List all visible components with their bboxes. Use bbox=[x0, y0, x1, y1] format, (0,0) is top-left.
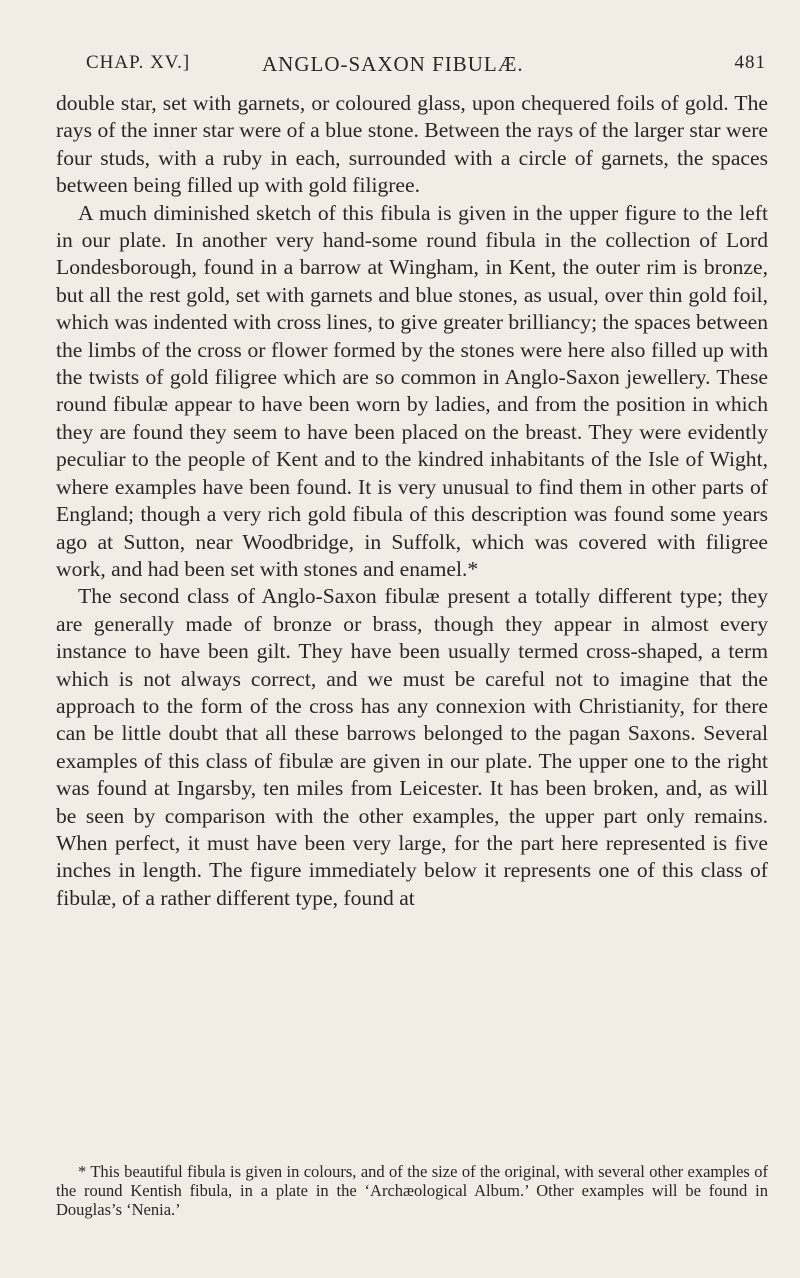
body-text bbox=[56, 90, 768, 912]
page-number: 481 bbox=[734, 52, 766, 73]
paragraph: A much diminished sketch of this fibula is given in the upper figure to the left in our plate. In another very hand-some round fibula in the collection of Lord Londesborough, found in a barrow at Wingham, in Kent, the outer rim is bronze, but all the rest gold, set with garnets and blue stones, as usual, over thin gold foil, which was indented with cross lines, to give greater brilliancy; the spaces between the limbs of the cross or flower formed by the stones were here also filled up with the twists of gold filigree which are so common in Anglo-Saxon jewellery. These round fibulæ appear to have been worn by ladies, and from the position in which they are found they seem to have been placed on the breast. They were evidently peculiar to the people of Kent and to the kindred inhabitants of the Isle of Wight, where examples have been found. It is very unusual to find them in other parts of England; though a very rich gold fibula of this description was found some years ago at Sutton, near Woodbridge, in Suffolk, which was covered with filigree work, and had been set with stones and enamel.* bbox=[56, 200, 768, 581]
footnote: * This beautiful fibula is given in colours, and of the size of the original, with several other examples of the round Kentish fibula, in a plate in the ‘Archæological Album.’ Other examples will be found in Douglas’s ‘Nenia.’ bbox=[56, 1162, 768, 1219]
running-header bbox=[86, 52, 766, 78]
chapter-label: CHAP. XV.] bbox=[86, 52, 191, 73]
running-title: ANGLO-SAXON FIBULÆ. bbox=[262, 52, 524, 76]
paragraph: double star, set with garnets, or coloured glass, upon chequered foils of gold. The rays of the inner star were of a blue stone. Between the rays of the larger star were four studs, with a ruby in each, surrounded with a circle of garnets, the spaces between being filled up with gold filigree. bbox=[56, 91, 768, 198]
paragraph: The second class of Anglo-Saxon fibulæ present a totally different type; they are generally made of bronze or brass, though they appear in almost every instance to have been gilt. They have been usually termed cross-shaped, a term which is not always correct, and we must be careful not to imagine that the approach to the form of the cross has any connexion with Christianity, for there can be little doubt that all these barrows belonged to the pagan Saxons. Several examples of this class of fibulæ are given in our plate. The upper one to the right was found at Ingarsby, ten miles from Leicester. It has been broken, and, as will be seen by comparison with the other examples, the upper part only remains. When perfect, it must have been very large, for the part here represented is five inches in length. The figure immediately below it represents one of this class of fibulæ, of a rather different type, found at bbox=[56, 584, 768, 910]
